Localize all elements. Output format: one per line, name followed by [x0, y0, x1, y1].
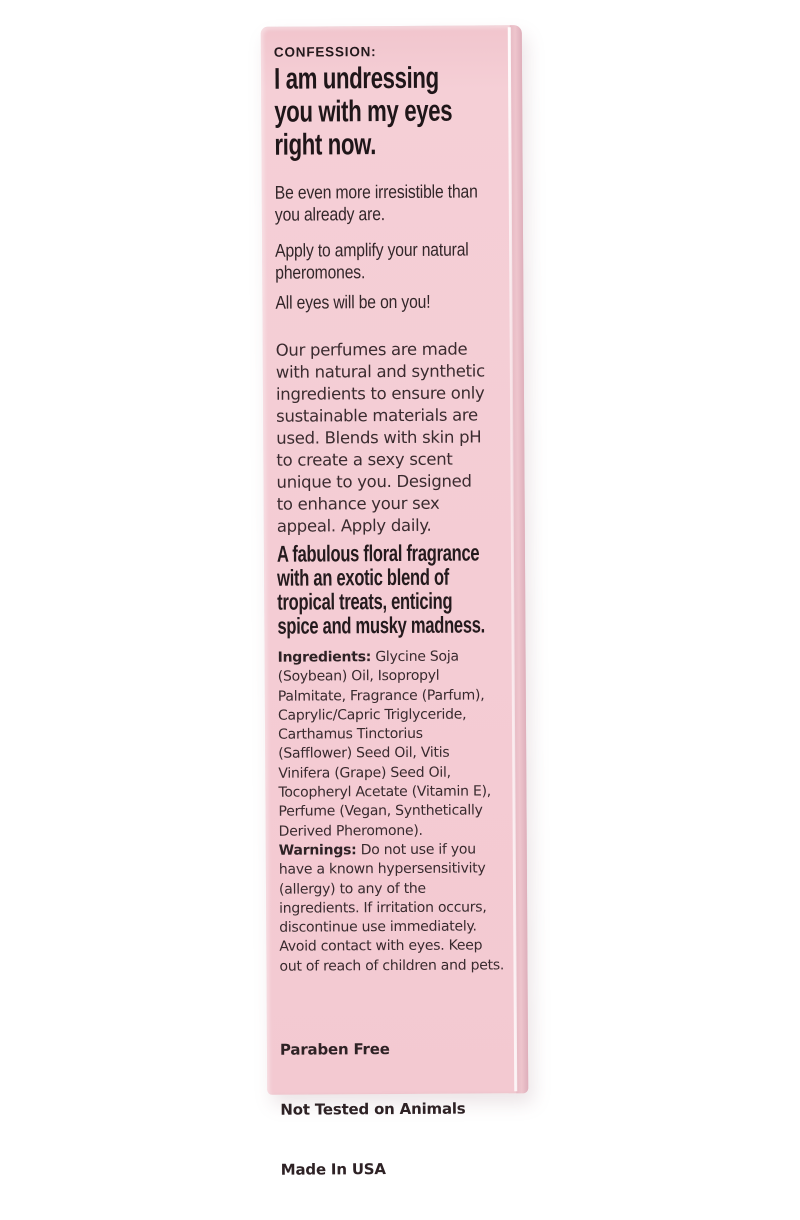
eyebrow-text: CONFESSION:	[273, 44, 377, 60]
description-paragraph: Our perfumes are made with natural and synthetic ingredients to ensure only sustainable materials are used. Blends with skin pH to create a sexy scent unique to you. Designed to enhance your sex appeal. Apply daily.	[275, 339, 485, 536]
intro-paragraph: Be even more irresistible than you already are.	[274, 180, 478, 225]
ingredients-text: Glycine Soja (Soybean) Oil, Isopropyl Palmitate, Fragrance (Parfum), Caprylic/Capric Triglyceride, Carthamus Tinctorius (Safflower) Seed Oil, Vitis Vinifera (Grape) Seed Oil, Tocopheryl Acetate (Vitamin E), Perfume (Vegan, Synthetically Derived Pheromone).	[277, 648, 492, 840]
claim-line: Paraben Free	[279, 1040, 390, 1059]
product-box	[261, 25, 529, 1179]
warnings-label: Warnings:	[278, 842, 357, 859]
ingredients-paragraph	[278, 647, 492, 841]
warnings-text: Do not use if you have a known hypersensitivity (allergy) to any of the ingredients. If irritation occurs, discontinue use immediately. Avoid contact with eyes. Keep out of reach of children and pets.	[278, 841, 505, 975]
intro-paragraph: Apply to amplify your natural pheromones.	[275, 238, 469, 283]
warnings-paragraph	[279, 840, 504, 976]
claim-line: Made In USA	[280, 1160, 386, 1179]
headline-text: I am undressing you with my eyes right now.	[273, 61, 453, 162]
claim-line: Not Tested on Animals	[280, 1099, 466, 1119]
intro-paragraph: All eyes will be on you!	[275, 290, 431, 313]
box-front-panel	[273, 25, 517, 1179]
fragrance-note: A fabulous floral fragrance with an exotic blend of tropical treats, enticing spice and musky madness.	[276, 539, 486, 639]
ingredients-label: Ingredients:	[277, 649, 372, 666]
claims-list	[280, 999, 466, 1220]
